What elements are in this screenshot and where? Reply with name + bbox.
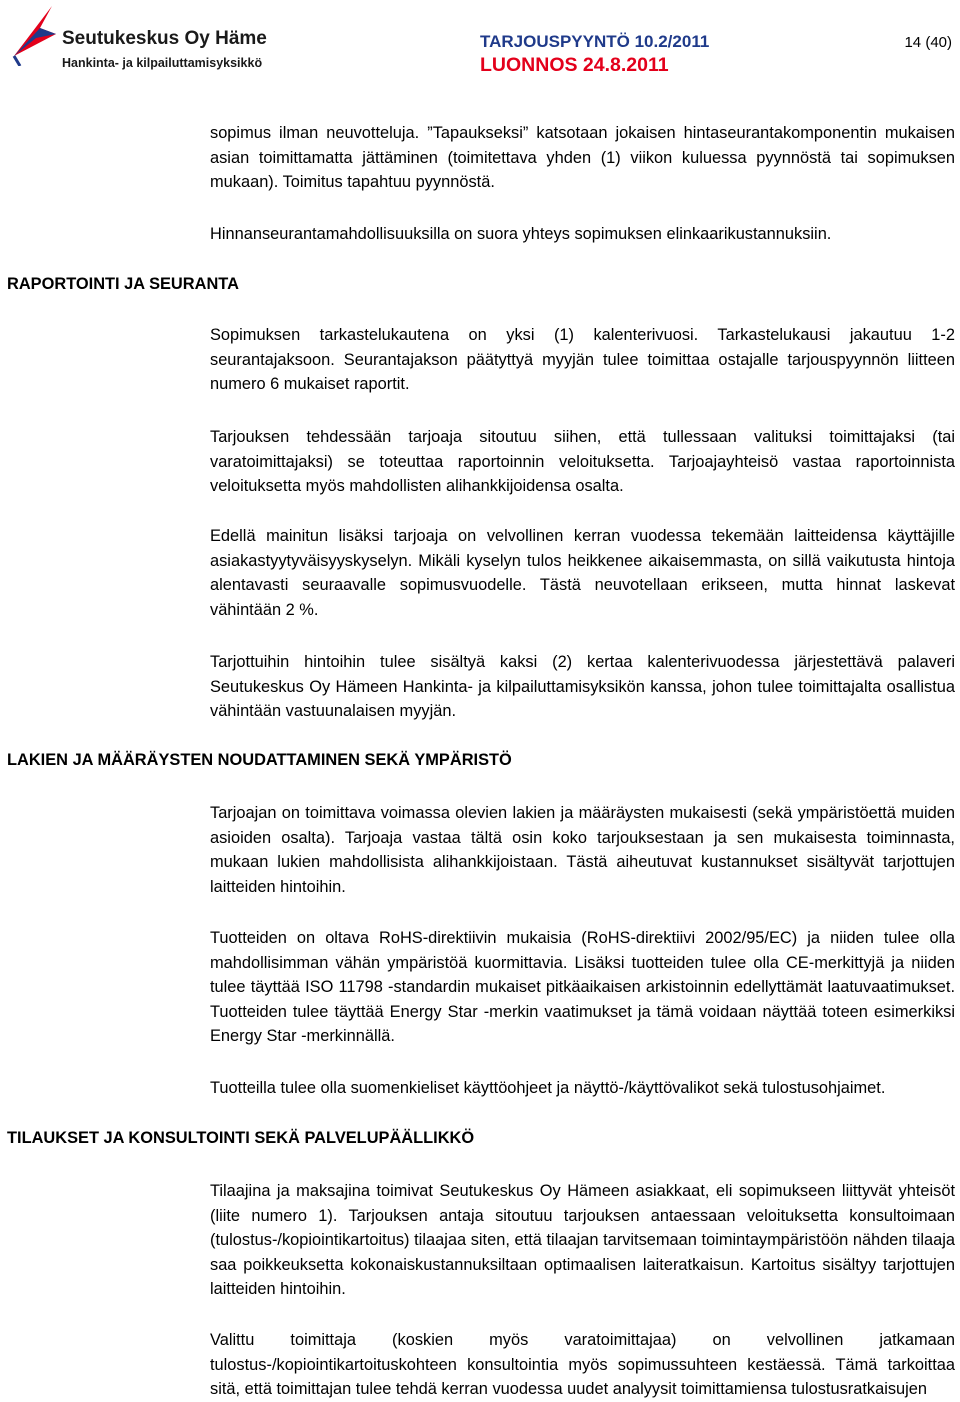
- org-name: Seutukeskus Oy Häme: [62, 28, 267, 49]
- paragraph-2: Hinnanseurantamahdollisuuksilla on suora yhteys sopimuksen elinkaarikustannuksiin.: [210, 225, 832, 243]
- page-number: 14 (40): [904, 34, 952, 51]
- paragraph-1: sopimus ilman neuvotteluja. ”Tapaukseksi” katsotaan jokaisen hintaseurantakomponentin mukaisen asian toimittamatta jättäminen (toimitettava yhden (1) viikon kuluessa pyynnöstä tai sopimuksen mukaan). Toimitus tapahtuu pyynnöstä.: [210, 124, 955, 191]
- paragraph-8: Tuotteiden on oltava RoHS-direktiivin mukaisia (RoHS-direktiivi 2002/95/EC) ja niiden tulee olla mahdollisimman vähän ympäristöä kuormittavia. Lisäksi tuotteiden tulee olla CE-merkittyjä ja niiden tulee täyttää ISO 11798 -standardin mukaiset pitkäaikaisen arkistoinnin edellyttämät laatuvaatimukset. Tuotteiden tulee täyttää Energy Star -merkin vaatimukset ja tämä voidaan näyttää toteen esimerkiksi Energy Star -merkinnällä.: [210, 929, 955, 1045]
- paragraph-10: Tilaajina ja maksajina toimivat Seutukeskus Oy Hämeen asiakkaat, eli sopimukseen liittyvät yhteisöt (liite numero 1). Tarjouksen antaja sitoutuu tarjouksen antaessaan veloituksetta konsultoimaan (tulostus-/kopiointikartoitus) tilaajaa siten, että tilaajan tarvitsemaan toimintaympäristöön nähden tilaaja saa poikkeuksetta kokonaiskustannuksiltaan optimaalisen laiteratkaisun. Kartoitus sisältyy tarjottujen laitteiden hintoihin.: [210, 1182, 955, 1298]
- paragraph-3: Sopimuksen tarkastelukautena on yksi (1) kalenterivuosi. Tarkastelukausi jakautuu 1-2 seurantajaksoon. Seurantajakson päätyttyä myyjän tulee toimittaa ostajalle tarjouspyynnön liitteen numero 6 mukaiset raportit.: [210, 326, 955, 393]
- section-heading-raportointi: RAPORTOINTI JA SEURANTA: [7, 275, 239, 293]
- paragraph-6: Tarjottuihin hintoihin tulee sisältyä kaksi (2) kertaa kalenterivuodessa järjestettävä palaveri Seutukeskus Oy Hämeen Hankinta- ja kilpailuttamisyksikön kanssa, johon tulee toimittajalta osallistua vähintään vastuunalaisen myyjän.: [210, 653, 955, 720]
- section-heading-tilaukset: TILAUKSET JA KONSULTOINTI SEKÄ PALVELUPÄÄLLIKKÖ: [7, 1129, 475, 1147]
- section-heading-lakien: LAKIEN JA MÄÄRÄYSTEN NOUDATTAMINEN SEKÄ YMPÄRISTÖ: [7, 751, 512, 769]
- paragraph-5: Edellä mainitun lisäksi tarjoaja on velvollinen kerran vuodessa tekemään laitteidensa käyttäjille asiakastyytyväisyyskyselyn. Mikäli kyselyn tulos heikkenee aikaisemmasta, on sillä vaikutusta hintoja alentavasti seuraavalle sopimusvuodelle. Tästä neuvotellaan erikseen, mutta hinnat laskevat vähintään 2 %.: [210, 527, 955, 619]
- document-title: TARJOUSPYYNTÖ 10.2/2011: [480, 32, 710, 51]
- paragraph-7: Tarjoajan on toimittava voimassa olevien lakien ja määräysten mukaisesti (sekä ympäristöettä muiden asioiden osalta). Tarjoaja vastaa tältä osin koko tarjouksestaan ja sen mukaisesta toiminnasta, mukaan lukien mahdollisista alihankkijoistaan. Tästä aiheutuvat kustannukset sisältyvät tarjottujen laitteiden hintoihin.: [210, 804, 955, 896]
- paragraph-9: Tuotteilla tulee olla suomenkieliset käyttöohjeet ja näyttö-/käyttövalikot sekä tulostusohjaimet.: [210, 1079, 886, 1097]
- flag-logo-icon: [10, 4, 60, 66]
- paragraph-4: Tarjouksen tehdessään tarjoaja sitoutuu siihen, että tullessaan valituksi toimittajaksi (tai varatoimittajaksi) se toteuttaa raportoinnin veloituksetta. Tarjoajayhteisö vastaa raportoinnista veloituksetta myös mahdollisten alihankkijoidensa osalta.: [210, 428, 955, 495]
- paragraph-11: Valittu toimittaja (koskien myös varatoimittajaa) on velvollinen jatkamaan tulostus-/kopiointikartoituskohteen konsultointia myös sopimussuhteen kestäessä. Tämä tarkoittaa sitä, että toimittajan tulee tehdä kerran vuodessa uudet analyysit toimittamiensa tulostusratkaisujen: [210, 1331, 955, 1398]
- org-unit: Hankinta- ja kilpailuttamisyksikkö: [62, 56, 263, 70]
- draft-date: LUONNOS 24.8.2011: [480, 54, 669, 76]
